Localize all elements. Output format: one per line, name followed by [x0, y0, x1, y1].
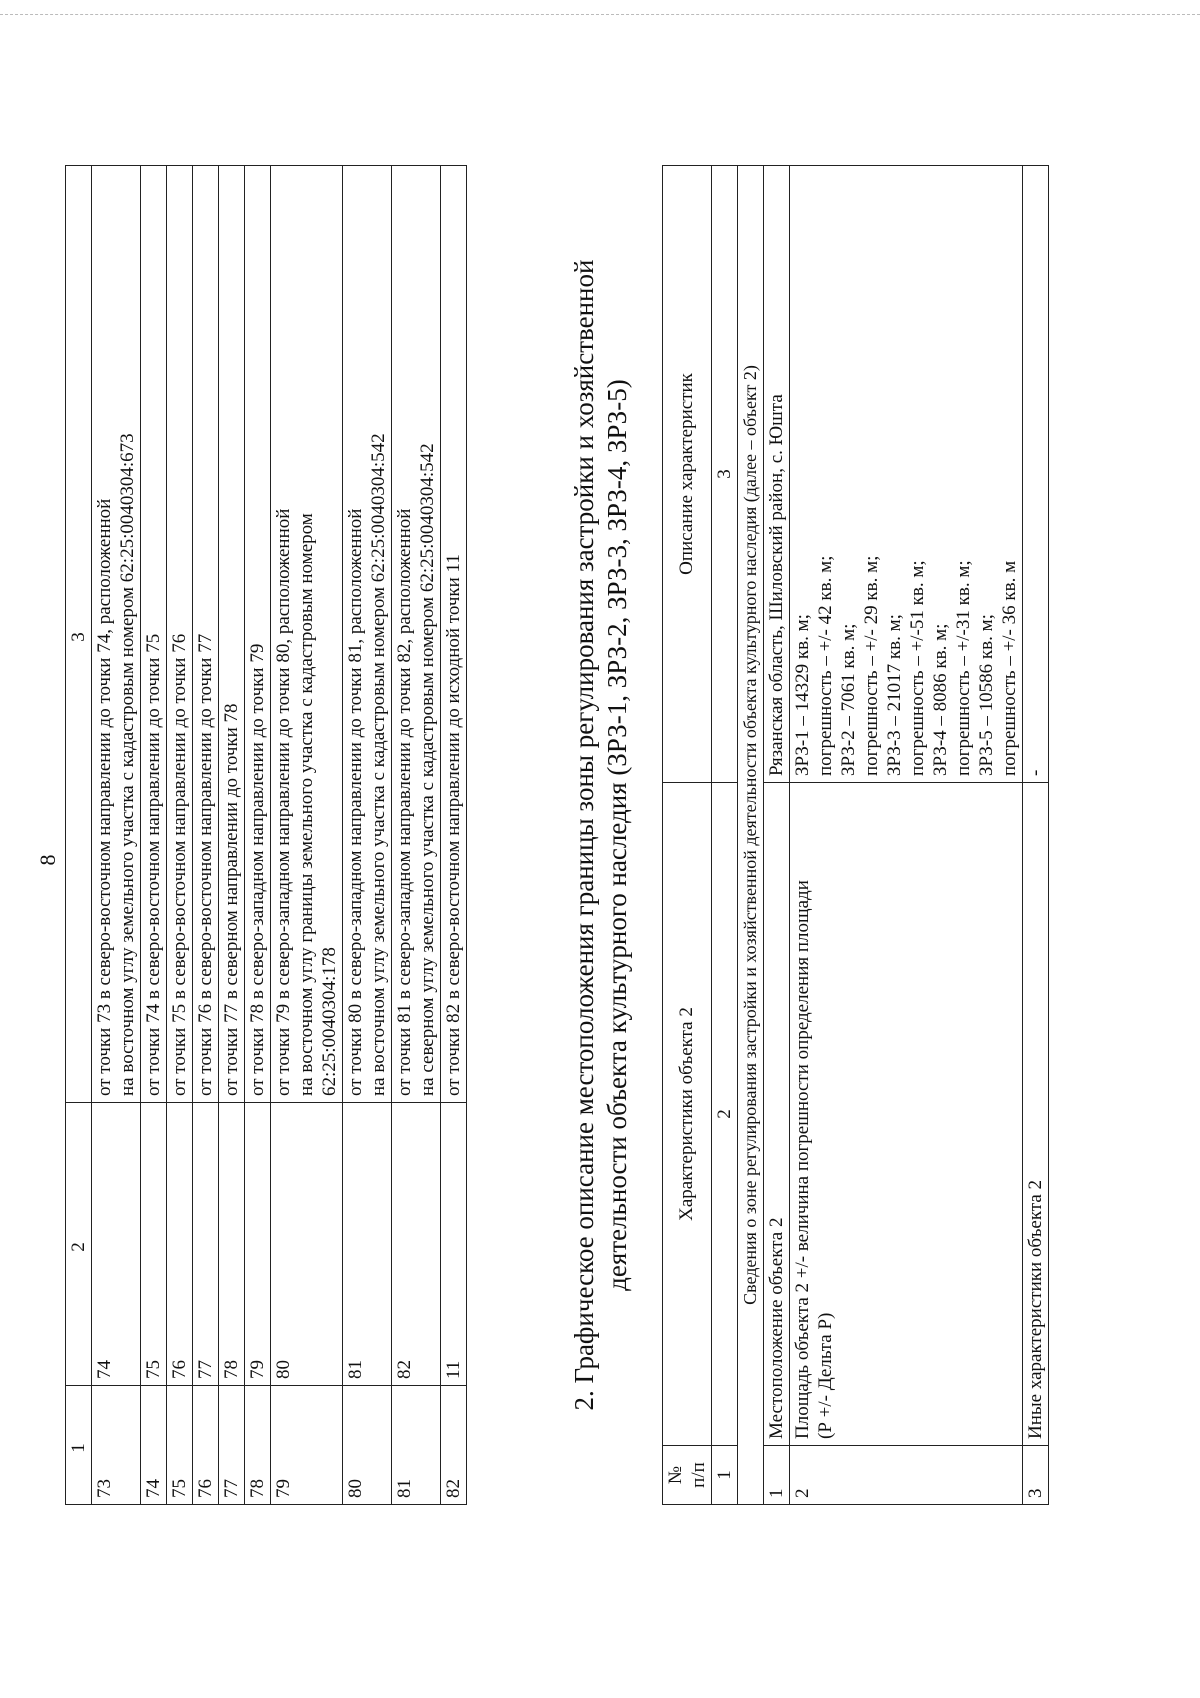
description-line: от точки 78 в северо-западном направлении до точки 79: [247, 643, 268, 1096]
header-cell-col3: 3: [66, 166, 92, 1103]
description-cell: [343, 166, 392, 1103]
characteristic-description-line: ЗРЗ-1 – 14329 кв. м;: [792, 614, 813, 776]
table-header-row: [663, 166, 712, 1505]
point-from-cell: 82: [441, 1386, 467, 1505]
row-number-cell: 2: [790, 1446, 1023, 1505]
header-cell-col2: 2: [66, 1103, 92, 1386]
table-row: [343, 166, 392, 1505]
characteristic-description-line: погрешность – +/-51 кв. м;: [907, 560, 928, 776]
point-to-cell: 74: [92, 1103, 141, 1386]
characteristic-description-line: Рязанская область, Шиловский район, с. Юшта: [766, 394, 787, 776]
section-heading-line: 2. Графическое описание местоположения границы зоны регулирования застройки и хозяйственной: [569, 259, 599, 1411]
characteristic-description-line: погрешность – +/-31 кв. м;: [953, 560, 974, 776]
point-from-cell: 73: [92, 1386, 141, 1505]
description-line: от точки 80 в северо-западном направлении до точки 81, расположенной: [345, 508, 366, 1096]
characteristic-description-line: ЗРЗ-5 – 10586 кв. м;: [976, 614, 997, 776]
point-to-cell: 11: [441, 1103, 467, 1386]
header-cell-col1: 1: [66, 1386, 92, 1505]
characteristic-line: (Р +/- Дельта Р): [815, 1312, 836, 1439]
table-row: [219, 166, 245, 1505]
description-cell: [193, 166, 219, 1103]
point-from-cell: 75: [167, 1386, 193, 1505]
description-line: от точки 77 в северном направлении до точки 78: [221, 703, 242, 1096]
description-line: от точки 76 в северо-восточном направлении до точки 77: [195, 633, 216, 1096]
row-number-cell: 1: [764, 1446, 790, 1505]
characteristic-line: Иные характеристики объекта 2: [1025, 1179, 1046, 1439]
index-cell: 2: [712, 783, 738, 1446]
point-to-cell: 77: [193, 1103, 219, 1386]
description-cell: [245, 166, 271, 1103]
point-to-cell: 75: [141, 1103, 167, 1386]
characteristic-description-line: погрешность – +/- 42 кв. м;: [815, 555, 836, 776]
characteristic-description-cell: [764, 166, 790, 783]
point-from-cell: 76: [193, 1386, 219, 1505]
description-line: от точки 82 в северо-восточном направлении до исходной точки 11: [443, 554, 464, 1096]
point-to-cell: 80: [271, 1103, 343, 1386]
table-row: [392, 166, 441, 1505]
header-num-label: №: [665, 1465, 686, 1485]
index-cell: 3: [712, 166, 738, 783]
rotated-page-content: [0, 60, 1200, 1660]
description-line: от точки 75 в северо-восточном направлении до точки 76: [169, 633, 190, 1096]
characteristic-description-line: ЗРЗ-2 – 7061 кв. м;: [838, 623, 859, 776]
characteristic-cell: [764, 783, 790, 1446]
page-number: 8: [35, 854, 60, 866]
characteristic-description-line: ЗРЗ-4 – 8086 кв. м;: [930, 623, 951, 776]
table-row: [790, 166, 1023, 1505]
table-row: [1023, 166, 1049, 1505]
description-line: на восточном углу границы земельного участка с кадастровым номером: [296, 513, 317, 1096]
index-cell: 1: [712, 1446, 738, 1505]
table-row: [271, 166, 343, 1505]
table-row: [141, 166, 167, 1505]
point-to-cell: 81: [343, 1103, 392, 1386]
point-to-cell: 78: [219, 1103, 245, 1386]
table-row: [764, 166, 790, 1505]
characteristic-line: Местоположение объекта 2: [766, 1217, 787, 1439]
characteristic-description-line: погрешность – +/- 36 кв. м: [999, 560, 1020, 776]
description-cell: [271, 166, 343, 1103]
header-num-label: п/п: [688, 1462, 709, 1488]
boundary-points-table: [65, 165, 467, 1505]
description-cell: [392, 166, 441, 1103]
description-line: 62:25:0040304:178: [319, 947, 340, 1096]
row-number-cell: 3: [1023, 1446, 1049, 1505]
table-row: [167, 166, 193, 1505]
characteristic-description-line: -: [1025, 769, 1046, 776]
header-cell-description: Описание характеристик: [663, 166, 712, 783]
table-index-row: [712, 166, 738, 1505]
description-line: от точки 74 в северо-восточном направлении до точки 75: [143, 633, 164, 1096]
header-cell-characteristic: Характеристики объекта 2: [663, 783, 712, 1446]
description-cell: [219, 166, 245, 1103]
description-cell: [92, 166, 141, 1103]
point-to-cell: 76: [167, 1103, 193, 1386]
table-row: [245, 166, 271, 1505]
characteristic-cell: [1023, 783, 1049, 1446]
characteristic-cell: [790, 783, 1023, 1446]
description-line: на северном углу земельного участка с кадастровым номером 62:25:0040304:542: [417, 443, 438, 1096]
table-header-row: [66, 166, 92, 1505]
description-line: от точки 73 в северо-восточном направлении до точки 74, расположенной: [94, 498, 115, 1096]
description-line: от точки 79 в северо-западном направлении до точки 80, расположенной: [273, 508, 294, 1096]
characteristic-description-line: ЗРЗ-3 – 21017 кв. м;: [884, 614, 905, 776]
zone-info-table: [662, 165, 1049, 1505]
point-from-cell: 79: [271, 1386, 343, 1505]
description-line: от точки 81 в северо-западном направлении до точки 82, расположенной: [394, 508, 415, 1096]
description-cell: [141, 166, 167, 1103]
table-caption: Сведения о зоне регулирования застройки и хозяйственной деятельности объекта культурного наследия (далее – объект 2): [738, 166, 764, 1505]
point-from-cell: 80: [343, 1386, 392, 1505]
description-cell: [167, 166, 193, 1103]
characteristic-line: Площадь объекта 2 +/- величина погрешности определения площади: [792, 880, 813, 1439]
table-row: [92, 166, 141, 1505]
section-heading-line: деятельности объекта культурного наследия (ЗРЗ-1, ЗРЗ-2, ЗРЗ-3, ЗРЗ-4, ЗРЗ-5): [602, 379, 632, 1291]
table-caption-row: [738, 166, 764, 1505]
point-to-cell: 82: [392, 1103, 441, 1386]
point-to-cell: 79: [245, 1103, 271, 1386]
point-from-cell: 77: [219, 1386, 245, 1505]
header-cell-num: [663, 1446, 712, 1505]
characteristic-description-cell: [790, 166, 1023, 783]
section-heading: [568, 165, 634, 1505]
table-row: [193, 166, 219, 1505]
description-line: на восточном углу земельного участка с кадастровым номером 62:25:0040304:542: [368, 433, 389, 1096]
description-cell: [441, 166, 467, 1103]
characteristic-description-cell: [1023, 166, 1049, 783]
table-row: [441, 166, 467, 1505]
characteristic-description-line: погрешность – +/- 29 кв. м;: [861, 555, 882, 776]
point-from-cell: 74: [141, 1386, 167, 1505]
point-from-cell: 81: [392, 1386, 441, 1505]
scan-edge-line: [0, 14, 1200, 15]
point-from-cell: 78: [245, 1386, 271, 1505]
description-line: на восточном углу земельного участка с кадастровым номером 62:25:0040304:673: [117, 433, 138, 1096]
